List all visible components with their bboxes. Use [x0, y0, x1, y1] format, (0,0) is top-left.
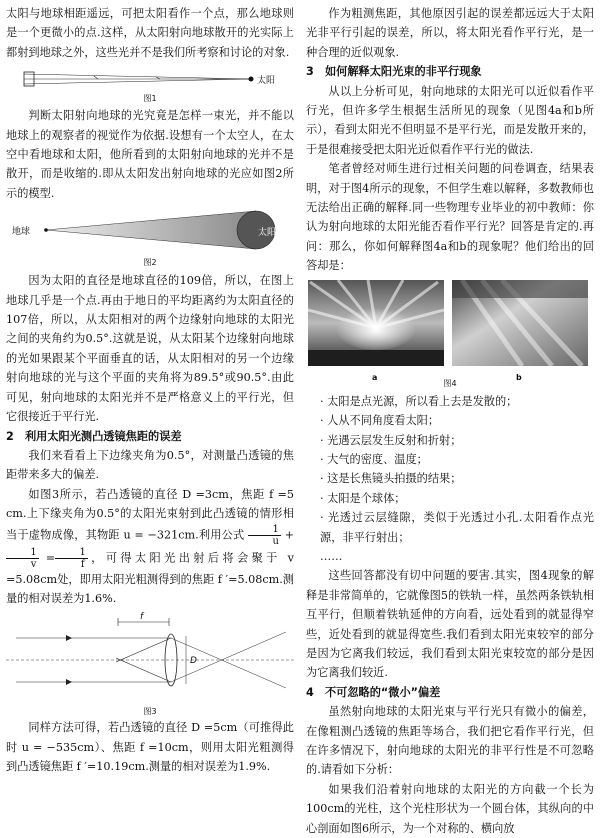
- heading-section-4: 4 不可忽略的“微小”偏差: [306, 685, 441, 699]
- fig1-caption: 图1: [143, 94, 157, 104]
- figure-2-diagram: [6, 205, 294, 255]
- figure-3-diagram: [6, 610, 294, 706]
- fig3-caption: 图3: [143, 707, 157, 717]
- ellipsis: ……: [320, 549, 343, 563]
- paragraph-rough: 作为粗测焦距，其他原因引起的误差都远远大于太阳光非平行引起的误差，所以，将太阳光看作平行光，是一种合理的近似观象.: [306, 7, 594, 59]
- list-item: · 这是长焦镜头拍摄的结果；: [320, 472, 462, 486]
- figure-1-diagram: [6, 62, 294, 96]
- figure-1: [6, 62, 294, 106]
- formula-1-over-f: $\frac{1}{f}$: [55, 547, 88, 570]
- figure-2: [6, 203, 294, 271]
- paragraph-analysis: 从以上分析可见，射向地球的太阳光可以近似看作平行光，但许多学生根据生活所见的现象（见图4a和b所示），看到太阳光不但明显不是平行光，而是发散开来的，于是很难接受把太阳光近似看作平行光的做法.: [306, 84, 594, 156]
- heading-section-2: 2 利用太阳光测凸透镜焦距的误差: [6, 429, 182, 443]
- list-item: · 太阳是点光源，所以看上去是发散的；: [320, 394, 518, 408]
- fig4-caption: 图4: [443, 378, 457, 388]
- paragraph-same: 同样方法可得，若凸透镜的直径 D =5cm（可推得此时 u = −535cm）、焦距 f =10cm，则用太阳光粗测得到凸透镜焦距 f ′=10.19cm.测量的相对误差为1.9%.: [6, 721, 294, 774]
- paragraph-focal-1: 我们来看看上下边缘夹角为0.5°，对测量凸透镜的焦距带来多大的偏差.: [6, 448, 294, 482]
- list-item: · 太阳是个球体；: [320, 491, 406, 505]
- figure-4a-photo: [308, 280, 444, 366]
- fig2-sun-label: 太阳: [258, 228, 277, 239]
- paragraph-answers: 这些回答都没有切中问题的要害.其实，图4现象的解释是非常简单的，它就像图5的铁轨一样，虽然两条铁轨相互平行，但顺着铁轨延伸的方向看，远处看到的就显得窄些，近处看到的就显得宽些.我们看到太阳光束较窄的部分是因为它离我们较远，我们看到太阳光束较宽的部分是因为它离我们较近.: [306, 569, 594, 680]
- formula-1-over-v: $\frac{1}{v}$: [6, 547, 39, 570]
- sun-point: [249, 77, 254, 82]
- fig3-f-label: f: [140, 612, 144, 623]
- list-item: · 大气的密度、温度；: [320, 452, 428, 466]
- formula-1-over-u: $\frac{1}{u}$: [248, 524, 281, 547]
- figure-3: [6, 608, 294, 718]
- right-column: [306, 4, 594, 838]
- paragraph-focal-2: 如图3所示，若凸透镜的直径 D =3cm，焦距 f =5 cm.上下缘夹角为0.5°的太阳光束射到此凸透镜的情形相当于虚物成像，其物距 u = −321cm.利用公式 $\frac{1}{u}$ + $\frac{1}{v}$ = $\frac{1}{f}$ ，可得太阳光出射后将会聚于 v =5.08cm处，即用太阳光粗测得到的焦距 f ′=5.08cm.测量的相对误差为1.6%.: [6, 487, 295, 605]
- answer-list: [306, 392, 594, 567]
- paragraph-judge: 判断太阳射向地球的光究竟是怎样一束光，并不能以地球上的观察者的视觉作为依据.设想有一个太空人，在太空中看地球和太阳，他所看到的太阳射向地球的光并不是散开，而是收缩的.即从太阳发出射向地球的光应如图2所示的模型.: [6, 109, 294, 200]
- fig1-sun-label: 太阳: [257, 76, 276, 87]
- paragraph-intro: 太阳与地球相距遥远，可把太阳看作一个点，那么地球则是一个更微小的点.这样，从太阳射向地球散开的光实际上都射到地球之外，这些光并不是我们所考察和讨论的对象.: [6, 7, 294, 59]
- focal-2-text-b: ，可得太阳光出射后将会聚于 v =5.08cm处，即用太阳光粗测得到的焦距 f ′=5.08cm.测量的相对误差为1.6%.: [6, 551, 294, 605]
- earth-point: [44, 228, 48, 232]
- focal-2-text-a: 如图3所示，若凸透镜的直径 D =3cm，焦距 f =5 cm.上下缘夹角为0.5°的太阳光束射到此凸透镜的情形相当于虚物成像，其物距 u = −321cm.利用公式: [6, 487, 294, 542]
- figure-4b-photo: [452, 280, 588, 366]
- fig4-label-a: a: [372, 372, 378, 382]
- paragraph-diameter: 因为太阳的直径是地球直径的109倍，所以，在图上地球几乎是一个点.再由于地日的平均距离约为太阳直径的107倍，所以，从太阳相对的两个边缘射向地球的太阳光之间的夹角约为0.5°.这就是说，从太阳某个边缘射向地球的光如果跟某个平面垂直的话，从太阳相对的另一个边缘射向地球的光与这个平面的夹角将为89.5°或90.5°.由此可见，射向地球的太阳光并不是严格意义上的平行光，但它很接近于平行光.: [6, 274, 294, 424]
- list-item: · 人从不同角度看太阳；: [320, 414, 440, 428]
- paragraph-small-deviation: 虽然射向地球的太阳光束与平行光只有微小的偏差，在像粗测凸透镜的焦距等场合，我们把它看作平行光，但在许多情况下，射向地球的太阳光的非平行性是不可忽略的.请看如下分析：: [306, 705, 594, 777]
- fig2-earth-label: 地球: [12, 227, 31, 238]
- fig4-label-b: b: [516, 372, 522, 382]
- list-item: · 光遇云层发生反射和折射；: [320, 433, 462, 447]
- paragraph-last: 如果我们沿着射向地球的太阳光的方向截一个长为100cm的光柱，这个光柱形状为一个圆台体，其纵向的中心剖面如图6所示，为一个对称的、横向放: [306, 782, 594, 835]
- heading-section-3: 3 如何解释太阳光束的非平行现象: [306, 65, 482, 79]
- figure-4: [306, 276, 594, 392]
- paragraph-survey: 笔者曾经对师生进行过相关问题的问卷调查，结果表明，对于图4所示的现象，不但学生难以解释，多数教师也无法给出正确的解释.同一些物理专业毕业的初中教师：你认为射向地球的太阳光能否看作平行光？回答是肯定的.再问：那么，你如何解释图4a和b的现象呢？他们给出的回答却是：: [306, 162, 594, 273]
- list-item: · 光透过云层缝隙，类似于光透过小孔.太阳看作点光源，非平行射出；: [320, 511, 594, 544]
- fig3-D-label: D: [190, 656, 197, 667]
- left-column: [6, 4, 294, 777]
- fig2-caption: 图2: [143, 258, 157, 268]
